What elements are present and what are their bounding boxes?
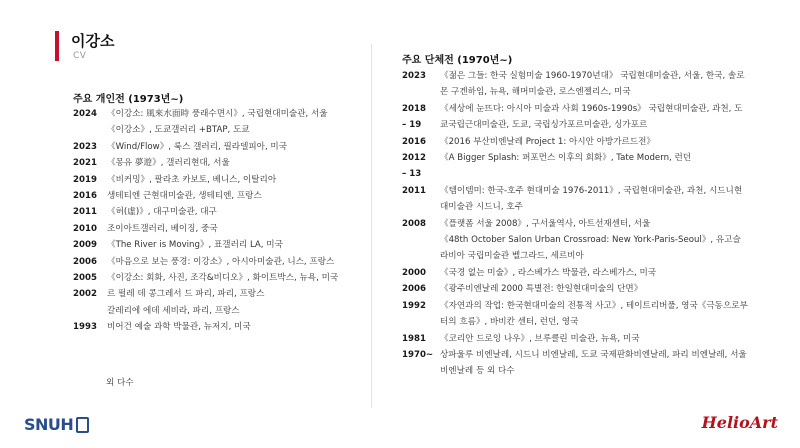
cv-entry-text: 《Wind/Flow》, 룩스 갤러리, 필라델피아, 미국 [107, 141, 288, 152]
cv-entry-year: 2023 [402, 71, 426, 81]
solo-exhibitions-list [73, 106, 363, 336]
cv-entry-year: 1993 [73, 322, 97, 333]
cv-entry-year: 2012 – 13 [402, 153, 426, 180]
cv-entry-text: 조이아트갤러리, 베이징, 중국 [107, 223, 218, 234]
cv-entry [73, 106, 363, 122]
cv-entry-text: 《플랫폼 서울 2008》, 구서울역사, 아트선재센터, 서울 [440, 218, 651, 229]
cv-entry-year: 2006 [402, 284, 426, 295]
cv-entry [402, 101, 748, 134]
snuh-logo-text: SNUH [24, 415, 74, 434]
cv-entry-text: 《2016 부산비엔날레 Project 1: 아시안 아방가르드전》 [440, 136, 656, 147]
cv-entry [73, 319, 363, 335]
cv-entry-text: 상파울루 비엔날레, 시드니 비엔날레, 도쿄 국제판화비엔날레, 파리 비엔날레, 서울 비엔날레 등 외 다수 [440, 349, 747, 377]
cv-entry [402, 347, 748, 380]
cv-entry-year: 2016 [402, 136, 426, 147]
cv-entry-year: 1981 [402, 333, 426, 344]
cv-entry [73, 155, 363, 171]
cv-entry [402, 68, 748, 101]
cv-entry-text: 《자연과의 작업: 한국현대미술의 전통적 사고》, 테이트리버풀, 영국《극동으로부터의 흐름》, 바비칸 센터, 런던, 영국 [440, 300, 748, 328]
cv-entry [402, 265, 748, 281]
cv-entry-year: 2010 [73, 223, 97, 234]
cv-entry-year: 2024 [73, 109, 97, 119]
cv-entry [402, 150, 748, 183]
cv-entry-year: 2018 – 19 [402, 103, 426, 131]
group-exhibitions-heading: 주요 단체전 (1970년~) [402, 55, 513, 66]
group-exhibitions-list [402, 68, 748, 380]
snuh-logo [24, 415, 89, 434]
cv-entry [73, 237, 363, 253]
cv-entry-text: 《세상에 눈뜨다: 아시아 미술과 사회 1960s-1990s》 국립현대미술관, 과천, 도쿄국립근대미술관, 도쿄, 국립싱가포르미술관, 싱가포르 [440, 103, 743, 131]
cv-entry [402, 232, 748, 265]
cv-entry [73, 188, 363, 204]
cv-entry-text: 《템이템미: 한국-호주 현대미술 1976-2011》, 국립현대미술관, 과천, 시드니현대미술관 시드니, 호주 [440, 185, 743, 213]
cv-entry-year: 2023 [73, 141, 97, 152]
cv-entry-text: 《48th October Salon Urban Crossroad: New York-Paris-Seoul》, 유고슬라비아 국립미술관 벨그라드, 세르비아 [440, 235, 741, 262]
solo-exhibitions-heading: 주요 개인전 (1973년~) [73, 94, 184, 105]
cv-entry-text: 《이강소》, 도쿄갤러리 +BTAP, 도쿄 [107, 125, 250, 136]
cv-entry-text: 《몽유 夢遊》, 갤러리현대, 서울 [107, 158, 230, 169]
cv-entry-text: 《The River is Moving》, 표갤러리 LA, 미국 [107, 240, 283, 251]
cv-entry-text: 《국경 없는 미술》, 라스베가스 박물관, 라스베가스, 미국 [440, 267, 657, 278]
cv-entry-text: 《마음으로 보는 풍경: 이강소》, 아시아미술관, 니스, 프랑스 [107, 256, 335, 267]
cv-entry-text: 《이강소: 風來水面時 풍래수면시》, 국립현대미술관, 서울 [107, 109, 328, 119]
helioart-logo: HelioArt [701, 413, 778, 432]
cv-entry-text: 《이강소: 회화, 사진, 조각&비디오》, 화이트박스, 뉴욕, 미국 [107, 273, 339, 284]
cv-entry-text: 르 펄레 데 콩그레서 드 파리, 파리, 프랑스 [107, 289, 265, 300]
cv-entry-text: 《A Bigger Splash: 퍼포먼스 이후의 회화》, Tate Modern, 런던 [440, 153, 692, 164]
cv-entry-year: 1992 [402, 300, 426, 311]
cv-entry-year: 2005 [73, 273, 97, 284]
solo-etc-note: 외 다수 [106, 378, 134, 388]
cv-entry [73, 221, 363, 237]
cv-entry-text: 갈레리에 에데 세비라, 파리, 프랑스 [107, 305, 240, 316]
cv-entry-year: 2011 [402, 185, 426, 196]
cv-entry-text: 《코리안 드로잉 나우》, 브루클린 미술관, 뉴욕, 미국 [440, 333, 640, 344]
cv-entry-text: 생테티엔 근현대미술관, 생테티엔, 프랑스 [107, 191, 262, 202]
cv-entry [73, 172, 363, 188]
cv-entry-year: 2021 [73, 158, 97, 169]
cv-entry-year [73, 303, 107, 319]
cv-entry-year: 1970~ [402, 349, 434, 360]
cv-entry-text: 비어건 예술 과학 박물관, 뉴저지, 미국 [107, 322, 251, 333]
cv-entry [402, 183, 748, 216]
page-title: 이강소 [71, 32, 115, 50]
cv-entry [402, 298, 748, 331]
cv-entry-year [402, 232, 440, 265]
column-divider [371, 44, 372, 408]
cv-entry [73, 139, 363, 155]
cv-entry [73, 303, 363, 319]
cv-entry-year: 2016 [73, 191, 97, 202]
cv-entry-year: 2000 [402, 267, 426, 278]
cv-entry [402, 281, 748, 297]
cv-entry [73, 270, 363, 286]
cv-entry-text: 《비커밍》, 팔라초 카보토, 베니스, 이탈리아 [107, 174, 277, 185]
cv-entry [73, 122, 363, 138]
cv-entry-year: 2008 [402, 218, 426, 229]
cv-entry-year: 2002 [73, 289, 97, 300]
cv-entry [402, 216, 748, 232]
snuh-logo-mark-icon [76, 417, 89, 433]
cv-entry [73, 286, 363, 302]
cv-entry-year: 2009 [73, 240, 97, 251]
cv-entry-year: 2019 [73, 174, 97, 185]
cv-entry-text: 《젊은 그들: 한국 실험미술 1960-1970년대》 국립현대미술관, 서울, 한국, 솔로몬 구겐하임, 뉴욕, 해머미술관, 로스엔젤리스, 미국 [440, 71, 745, 98]
cv-entry [73, 254, 363, 270]
cv-entry [73, 204, 363, 220]
cv-entry-year: 2011 [73, 207, 97, 218]
page-subtitle: CV [73, 51, 87, 61]
cv-entry-year [73, 122, 107, 138]
cv-entry [402, 134, 748, 150]
title-accent-bar [55, 31, 59, 61]
cv-entry [402, 331, 748, 347]
cv-entry-year: 2006 [73, 256, 97, 267]
cv-entry-text: 《광주비엔날레 2000 특별전: 한일현대미술의 단면》 [440, 284, 643, 295]
cv-entry-text: 《허(虛)》, 대구미술관, 대구 [107, 207, 217, 218]
